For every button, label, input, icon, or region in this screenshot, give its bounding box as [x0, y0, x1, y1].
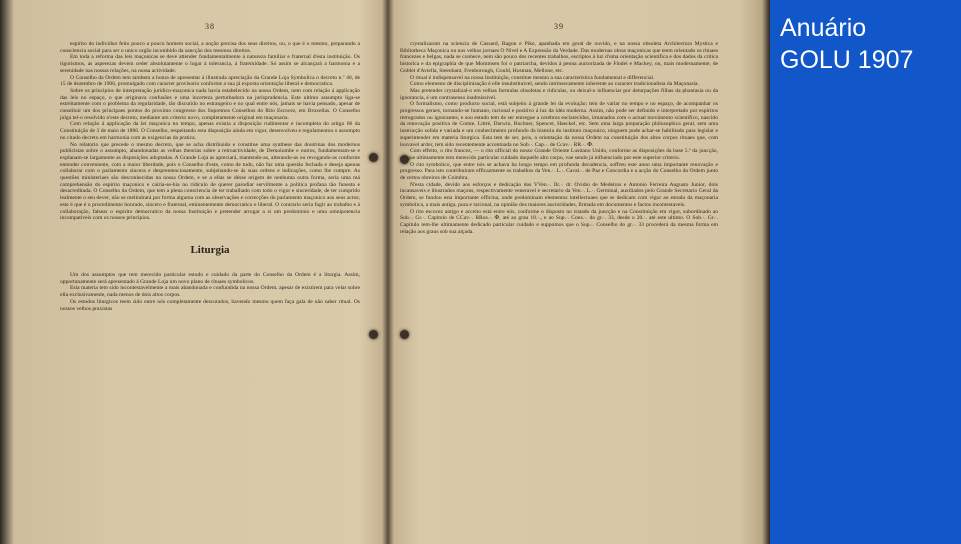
- section-heading-liturgia: Liturgia: [190, 243, 230, 256]
- right-page-paragraph: O rito symbolico, que entre nós se achava ha longo tempo em profunda decadencia, soffreu este anno uma importante renovação e progresso. Para isto contribuiram efficazmente os trabalhos da Ven.·. L.·. Caval.·. de Paz e Concordia e a acção do Conselho da Ordem junto de certos obreiros de Coimbra.: [400, 161, 718, 182]
- right-page-paragraph: O formalismo, como producto social, está subjeito á grande lei da evolução; tem de variar no tempo e no espaço, de acompanhar os progressos geraes, tornando-se humano, racional e positivo á luz da idéa moderna. Assim, não pode ser definido e interpretado por espiritos retrogrados ou ignorantes; e sou estudo tem de ser entregue a cerebros esclarecidos, irmanados com o actual movimento scientifico, nascido da renovação positiva de Comte, Littré, Darwin, Buchner, Spencer, Haeckel, etc. Sem uma larga preparação philosophica geral, sem uma instrucção solida e variada e um conhecimento profundo da historia do instituto maçonico, ninguem pode achar-se habilitado para legislar e superintender em materia liturgica. Esta tem de ser, pois, a orientação da nossa Ordem na constituição dos altos corpos rituaes que, com louvavel ardor, tem sido recentemente accentuada no Sob.·. Cap.·. de Ccav.·. RR.·. ✠.: [400, 101, 718, 148]
- right-page: [400, 22, 718, 235]
- binding-hole-upper: [369, 153, 378, 162]
- panel-title-line-1: Anuário: [780, 14, 867, 42]
- right-page-paragraph: O ritual é indispensavel na nossa Instituição, constitue mesmo a sua caracteristica fundamental e differencial.: [410, 74, 655, 81]
- left-page-paragraph: Com relação á applicação da lei maçonica no tempo, apenas existia a disposição rudimentar e incompleta do artigo 66 da Constituição de 3 de maio de 1886. O Conselho, respeitando esta disposição ainda em vigor, desenvolveu e regulamentou o assumpto no citado decreto em harmonia com as exigencias da pratica.: [60, 121, 360, 141]
- left-page-number: 38: [205, 22, 215, 31]
- left-page-paragraph: Sobre os principios de interpretação juridico-maçonica nada havia estabelecido na nossa Ordem, nem com relação á applicação das leis no espaço, o que originava confusões e uma incerteza perturbadora na jurisprudencia. Este ultimo assumpto liga-se estreitamente com o problema da regularidade, tão discutido no estrangeiro e no qual entre nós, jamais se havia pensado, apesar de constituir um dos principaes pontos do proximo congresso dos Supremos Conselhos do Rito Escocez, em Bruxellas. O Conselho julga tel-o resolvido n'este decreto, mediante um criterio novo, completamente original em maçonaria.: [60, 87, 360, 121]
- liturgia-paragraph: Esta materia tem sido incontestavelmente a mais abandonada e confundida na nossa Ordem, apesar de existirem para velar sobre ella exclusivamente, nada menos de dois altos corpos.: [60, 285, 360, 299]
- liturgia-paragraph: Um dos assumptos que tem merecido particular estudo e cuidado da parte do Conselho da Ordem é a liturgia. Assim, opportunamente será apresentado á Grande Loja um novo plano de rituaes symbolicos.: [60, 271, 360, 285]
- liturgia-paragraph: Os estudos liturgicos teem sido entre nós completamente descurados, havendo mesmo quem faça gala de não saber ritual. Os nossos velhos praxistas: [60, 298, 360, 312]
- left-page-body: [60, 41, 360, 222]
- right-page-paragraph: crystalizaram na sciencia de Cassard, Ragon e Pike, apanhada em geral de ouvido, e na nossa obsoleta Architectura Mystica e Bibliotheca Maçonica ou nos velhos jornaes O Nivel e A Expressão da Verdade. Das modernas obras maçonicas que teem orientado os rituaes francezes e belgas, nada se conhece, nem são pouco dos recentes trabalhos, escriptos á luz d'uma orientação scientifica e dos dados da critica historica e da epigraphia de que Mommsen foi o patriarcha, devidos á penna auctorizada de Findel e Mackey, ou, mais modernamente, de Goblet d'Aviella, Steenbant, Frenborough, Gould, Hosman, Mellone, etc.: [400, 41, 718, 74]
- right-page-paragraph: Mas pretender crystalizal-o em velhas formulas obsoletas e ridiculas, ou deixal-o influenciar por deturpações filhas da phantasia ou da ignorancia, é um contrasenso inadmissivel.: [400, 87, 718, 101]
- right-page-paragraph: Com effeito, o rito francez, — o rito official do nosso Grande Oriente Lusitano Unido, conforme as disposições da base 5.ª da juncção, — que ultimamente tem merecido particular cuidado daquelle alto corpo, vae sendo já influenciado por este superior criterio.: [400, 148, 718, 161]
- right-page-body: [400, 41, 718, 235]
- left-page-paragraph: Em toda a reforma das leis maçonicas se deve attender fundamentalmente á natureza familiar e fraternal d'esta instituição. Os rigorismos, as asperezas devem ceder absolutamente o logar á tolerancia, á fraternidade. Só assim se alcançará a harmonia e a serenidade nas nossas relações, na nossa actividade.: [60, 54, 360, 74]
- left-page-paragraph: espirito do individuo feito pouco a pouco homem social, a noção precisa dos seus direitos, ou, o que é o mesmo, preparando a consciencia social para ser o unico orgão incumbido da sancção dos mesmos direitos.: [60, 41, 360, 54]
- title-panel: [770, 0, 961, 544]
- left-page-body-after-heading: [60, 272, 360, 312]
- panel-title-line-2: GOLU 1907: [780, 46, 914, 74]
- right-page-paragraph: O rito escocez antigo e acceito está entre nós, conforme o disposto no tratado da juncção e na Constituição em vigor, subordinado ao Sob.·. Gr.·. Capitulo de CCav.·. RRos.·. ✠, até ao grau 18.·., e ao Sup.·. Cons.·. do gr.·. 33, desde o 20.·. até este ultimo. O Sob.·. Gr.·. Capitulo tem-lhe ultimamente dedicado particular cuidado e suppomos que o Sup.·. Conselho do gr.·. 33 procederá da mesma forma em relação aos graus sob sua alçada.: [400, 208, 718, 235]
- left-page: [60, 22, 360, 312]
- right-page-number: 39: [554, 22, 564, 31]
- left-page-paragraph: No relatorio que precede o mesmo decreto, que se acha distribuido e constitue uma synthese das doutrinas dos modernos publicistas sobre o assumpto, abandonadas as velhas theorias sobre a retroactividade, de Demolombe e outros, fundamentam-se e explanam-se largamente as disposições adoptadas. A Grande Loja as apreciará, mantendo-as, alterando-as ou revogando-as conforme entender conveniente, com a maior liberdade, pois o Conselho d'este, como de tudo, não faz uma questão fechada e deseja apenas collaborar com o parlamento sincera e desprentenciosamente, subjeitando-se ás suas ordens e indicações, como lhe cumpre. As questões ministeriaes são desconhecidas na nossa Ordem, e se a ellas se désse origem de nenhuma outra forma, seria uma má comprehensão do espirito maçonico e caíria-se-hia no ridiculo de querer parodiar servilmente a politica profana tão funesta e desacreditada. O Conselho da Ordem, que tem a plena consciencia de ter trabalhado com todo o vigor e sinceridade, de ter cumprido lealmente o seu dever, não se melindrará por forma alguma com as observações e correcções do parlamento maçonico aos seus actos; este é que é o procedimento honrado, sincero e fraternal, eminentemente democratico e liberal. O contrario seria fugir ao trabalho e á collaboração, falsear o espirito democratico da nossa Instituição e pretender arrogar a si um predominio e uma omnipotencia incompativeis com os nossos principios.: [60, 141, 360, 222]
- right-page-paragraph: N'esta cidade, devido aos esforços e dedicação dos VVen.·. Ilr.·. dr. Ovidio de Medeiros e Antonio Ferreira Augusto Junior, dois incansaveis e illustrados maçons, respectivamente veneravel e secretario da Ven.·. L.·. Germinal, auxiliados pelo Grande Secretario Geral da Ordem, se fundou esta importante officina, onde predominam elementos intellectuaes que se dedicam com vigor ao estudo da maçonaria symbolica, a mais antiga, pura e racional, na opinião dos maiores auctoridades, firmada em documentos e factos incontestaveis.: [400, 181, 718, 208]
- binding-hole-lower: [369, 330, 378, 339]
- binding-hole-right-lower: [400, 330, 409, 339]
- panel-title: [780, 12, 955, 76]
- left-page-paragraph: O Conselho da Ordem tem tambem a honra de apresentar á illustrada apreciação da Grande Loja Symbolica o decreto n.º 40, de 15 de dezembro de 1906, promulgado com caracter provisorio conforme a sua já exposta orientação liberal e democratica.: [60, 74, 360, 88]
- right-page-paragraph: Como elemento de disciplinisação é elle insubstituivel, sendo intrinsecamente inherente ao caracter tradicionalista da Maçonaria.: [410, 81, 699, 88]
